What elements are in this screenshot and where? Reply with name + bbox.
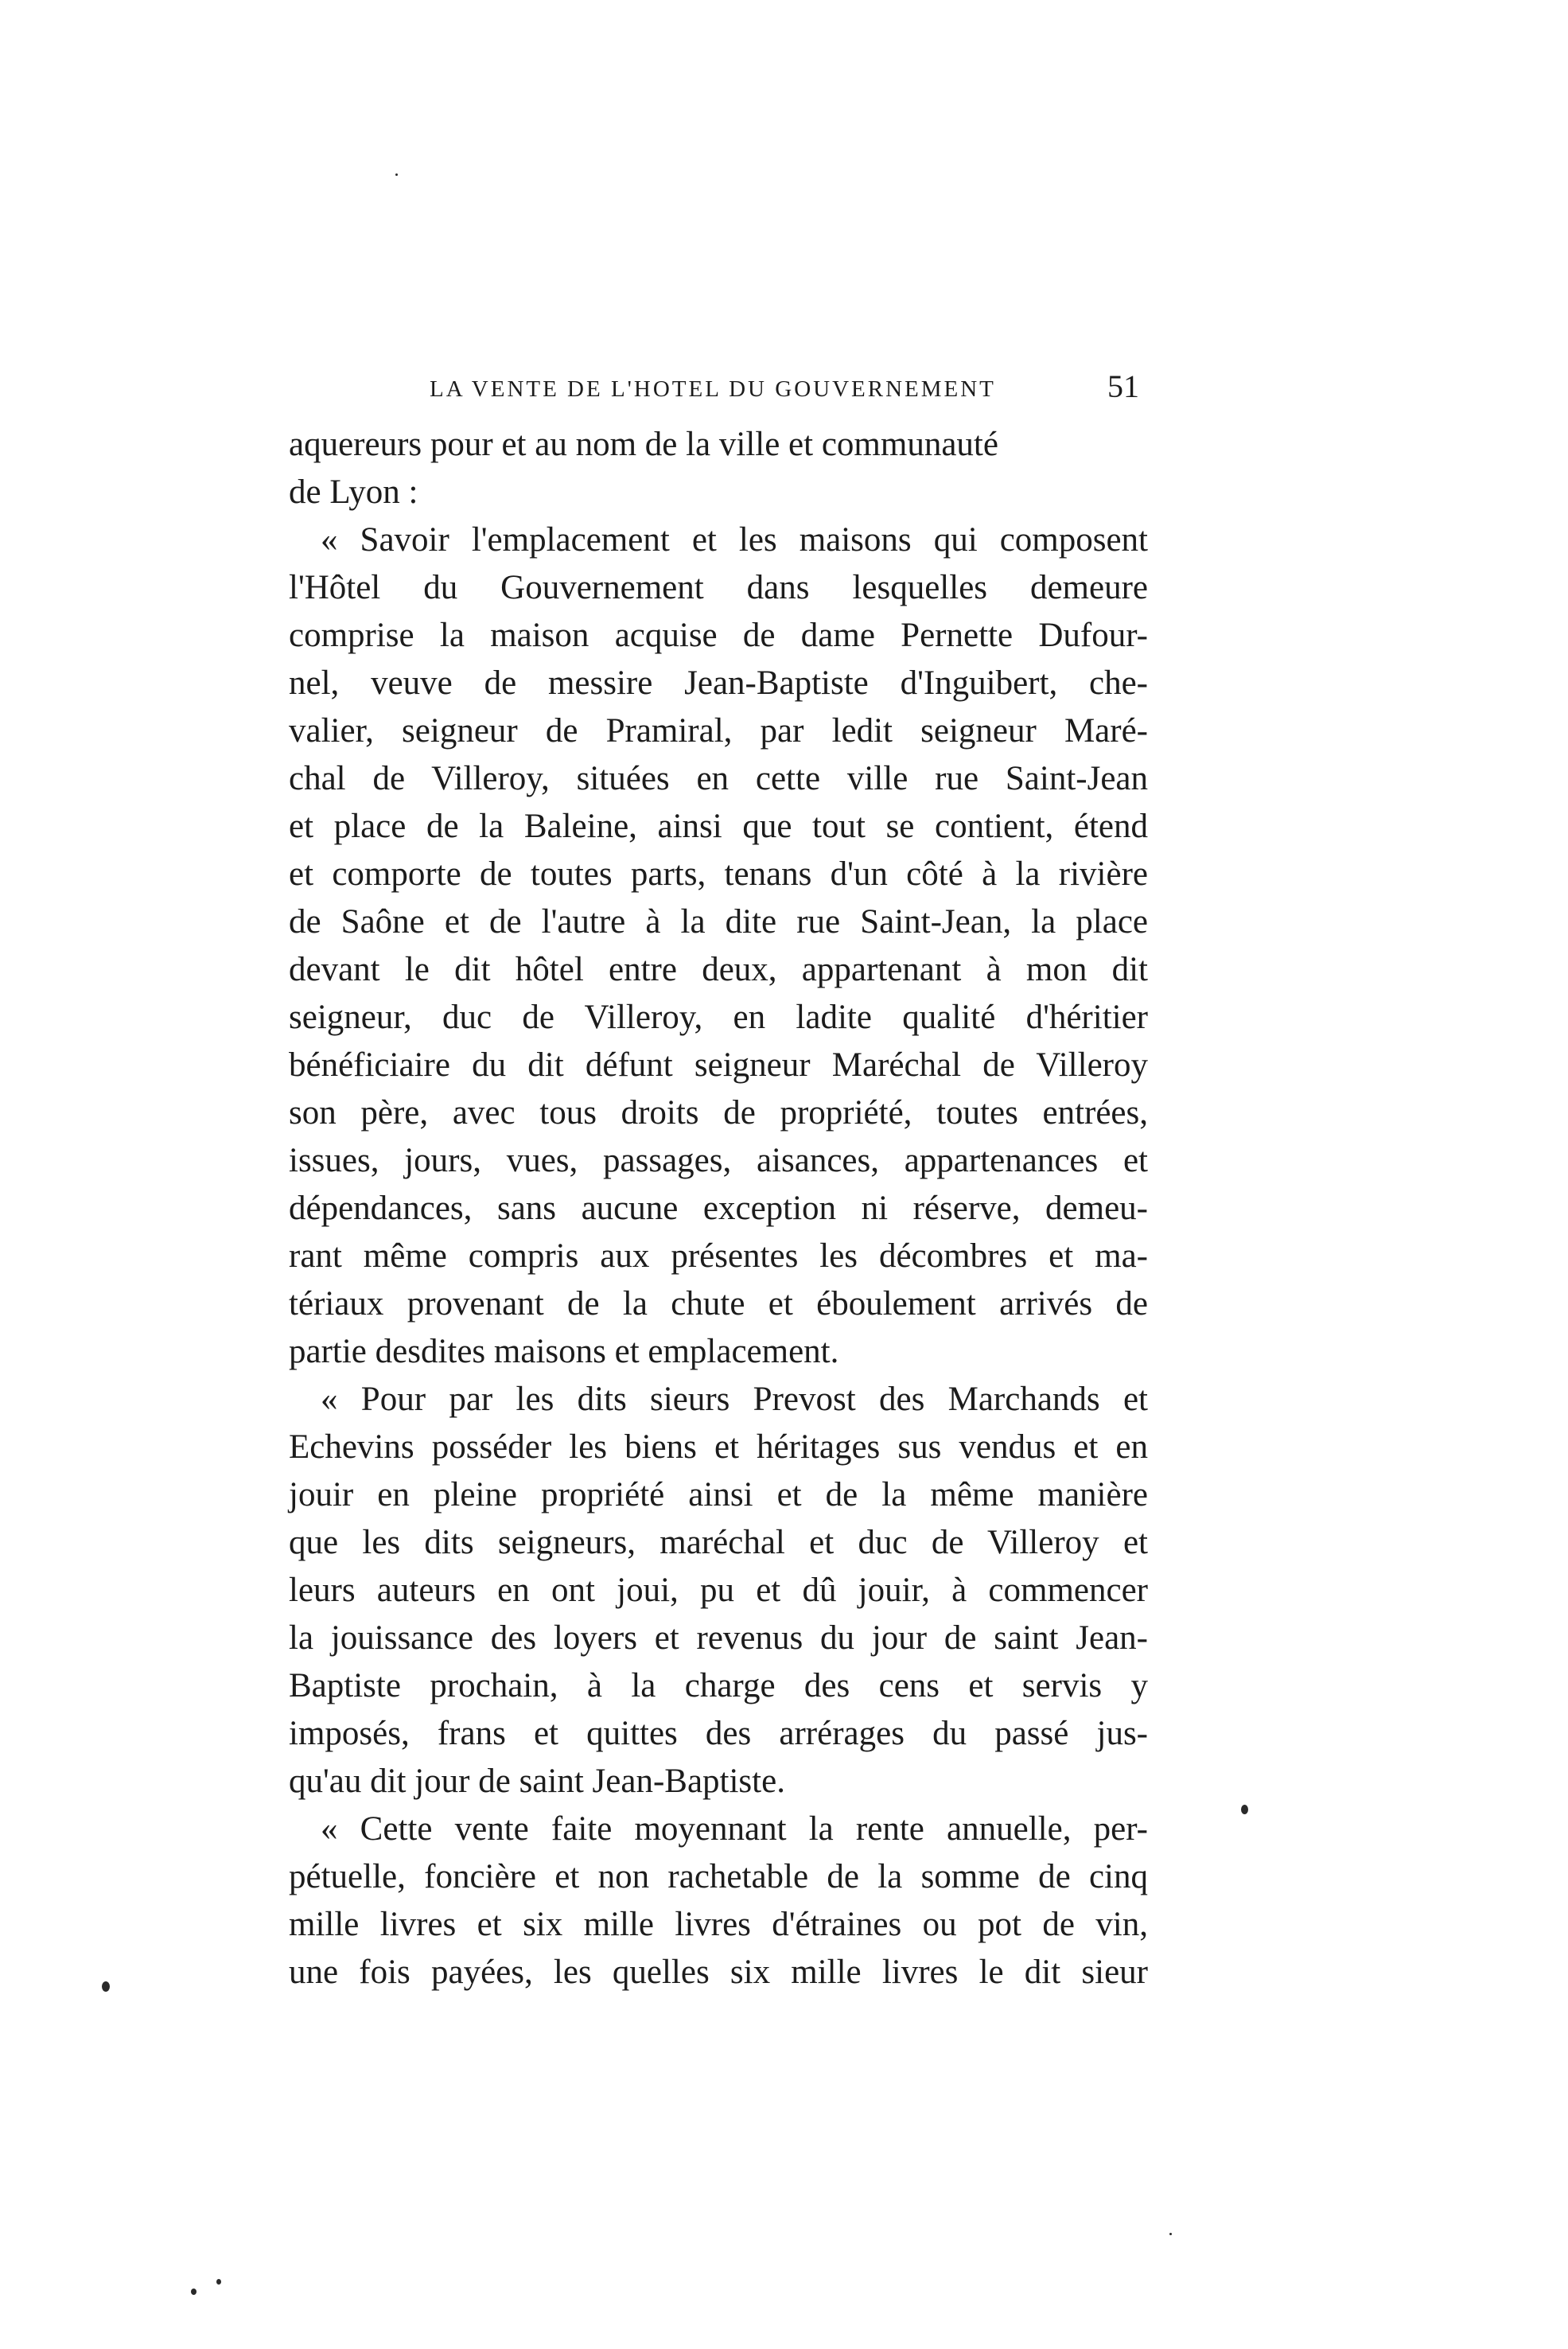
text-line: leurs auteurs en ont joui, pu et dû jouir, à commencer <box>289 1572 1148 1609</box>
text-line: « Cette vente faite moyennant la rente annuelle, per- <box>321 1810 1148 1848</box>
text-line: mille livres et six mille livres d'étraines ou pot de vin, <box>289 1906 1148 1943</box>
text-line: et comporte de toutes parts, tenans d'un côté à la rivière <box>289 855 1148 893</box>
ink-speck <box>191 2289 196 2295</box>
text-line: dépendances, sans aucune exception ni réserve, demeu- <box>289 1190 1148 1227</box>
ink-speck <box>216 2279 221 2285</box>
text-line: imposés, frans et quittes des arrérages du passé jus- <box>289 1715 1148 1752</box>
text-line: jouir en pleine propriété ainsi et de la même manière <box>289 1476 1148 1513</box>
text-line: de Saône et de l'autre à la dite rue Saint-Jean, la place <box>289 903 1148 941</box>
text-line: nel, veuve de messire Jean-Baptiste d'Inguibert, che- <box>289 664 1148 702</box>
text-line: Baptiste prochain, à la charge des cens et servis y <box>289 1667 1148 1704</box>
text-line: devant le dit hôtel entre deux, appartenant à mon dit <box>289 951 1148 988</box>
text-line: seigneur, duc de Villeroy, en ladite qualité d'héritier <box>289 999 1148 1036</box>
text-line: de Lyon : <box>289 473 418 511</box>
text-line: partie desdites maisons et emplacement. <box>289 1333 839 1370</box>
text-line: chal de Villeroy, situées en cette ville rue Saint-Jean <box>289 760 1148 797</box>
text-line: l'Hôtel du Gouvernement dans lesquelles demeure <box>289 569 1148 606</box>
text-line: « Savoir l'emplacement et les maisons qui composent <box>321 521 1148 559</box>
text-line: valier, seigneur de Pramiral, par ledit seigneur Maré- <box>289 712 1148 750</box>
ink-speck <box>395 173 398 176</box>
ink-speck <box>1241 1805 1248 1814</box>
running-title: LA VENTE DE L'HOTEL DU GOUVERNEMENT <box>430 376 996 402</box>
text-line: la jouissance des loyers et revenus du jour de saint Jean- <box>289 1619 1148 1657</box>
text-line: rant même compris aux présentes les décombres et ma- <box>289 1237 1148 1275</box>
text-line: tériaux provenant de la chute et éboulement arrivés de <box>289 1285 1148 1323</box>
ink-speck <box>1169 2233 1172 2235</box>
text-line: aquereurs pour et au nom de la ville et communauté <box>289 426 998 463</box>
ink-speck <box>102 1981 110 1992</box>
text-line: « Pour par les dits sieurs Prevost des Marchands et <box>321 1381 1148 1418</box>
text-line: qu'au dit jour de saint Jean-Baptiste. <box>289 1763 785 1800</box>
text-line: pétuelle, foncière et non rachetable de la somme de cinq <box>289 1858 1148 1895</box>
text-line: issues, jours, vues, passages, aisances, appartenances et <box>289 1142 1148 1179</box>
text-line: bénéficiaire du dit défunt seigneur Maréchal de Villeroy <box>289 1046 1148 1084</box>
text-line: Echevins posséder les biens et héritages sus vendus et en <box>289 1428 1148 1466</box>
text-line: comprise la maison acquise de dame Pernette Dufour- <box>289 617 1148 654</box>
text-line: que les dits seigneurs, maréchal et duc de Villeroy et <box>289 1524 1148 1561</box>
text-line: une fois payées, les quelles six mille livres le dit sieur <box>289 1954 1148 1991</box>
text-line: et place de la Baleine, ainsi que tout se contient, étend <box>289 808 1148 845</box>
page-number: 51 <box>1107 368 1139 404</box>
text-line: son père, avec tous droits de propriété, toutes entrées, <box>289 1094 1148 1132</box>
